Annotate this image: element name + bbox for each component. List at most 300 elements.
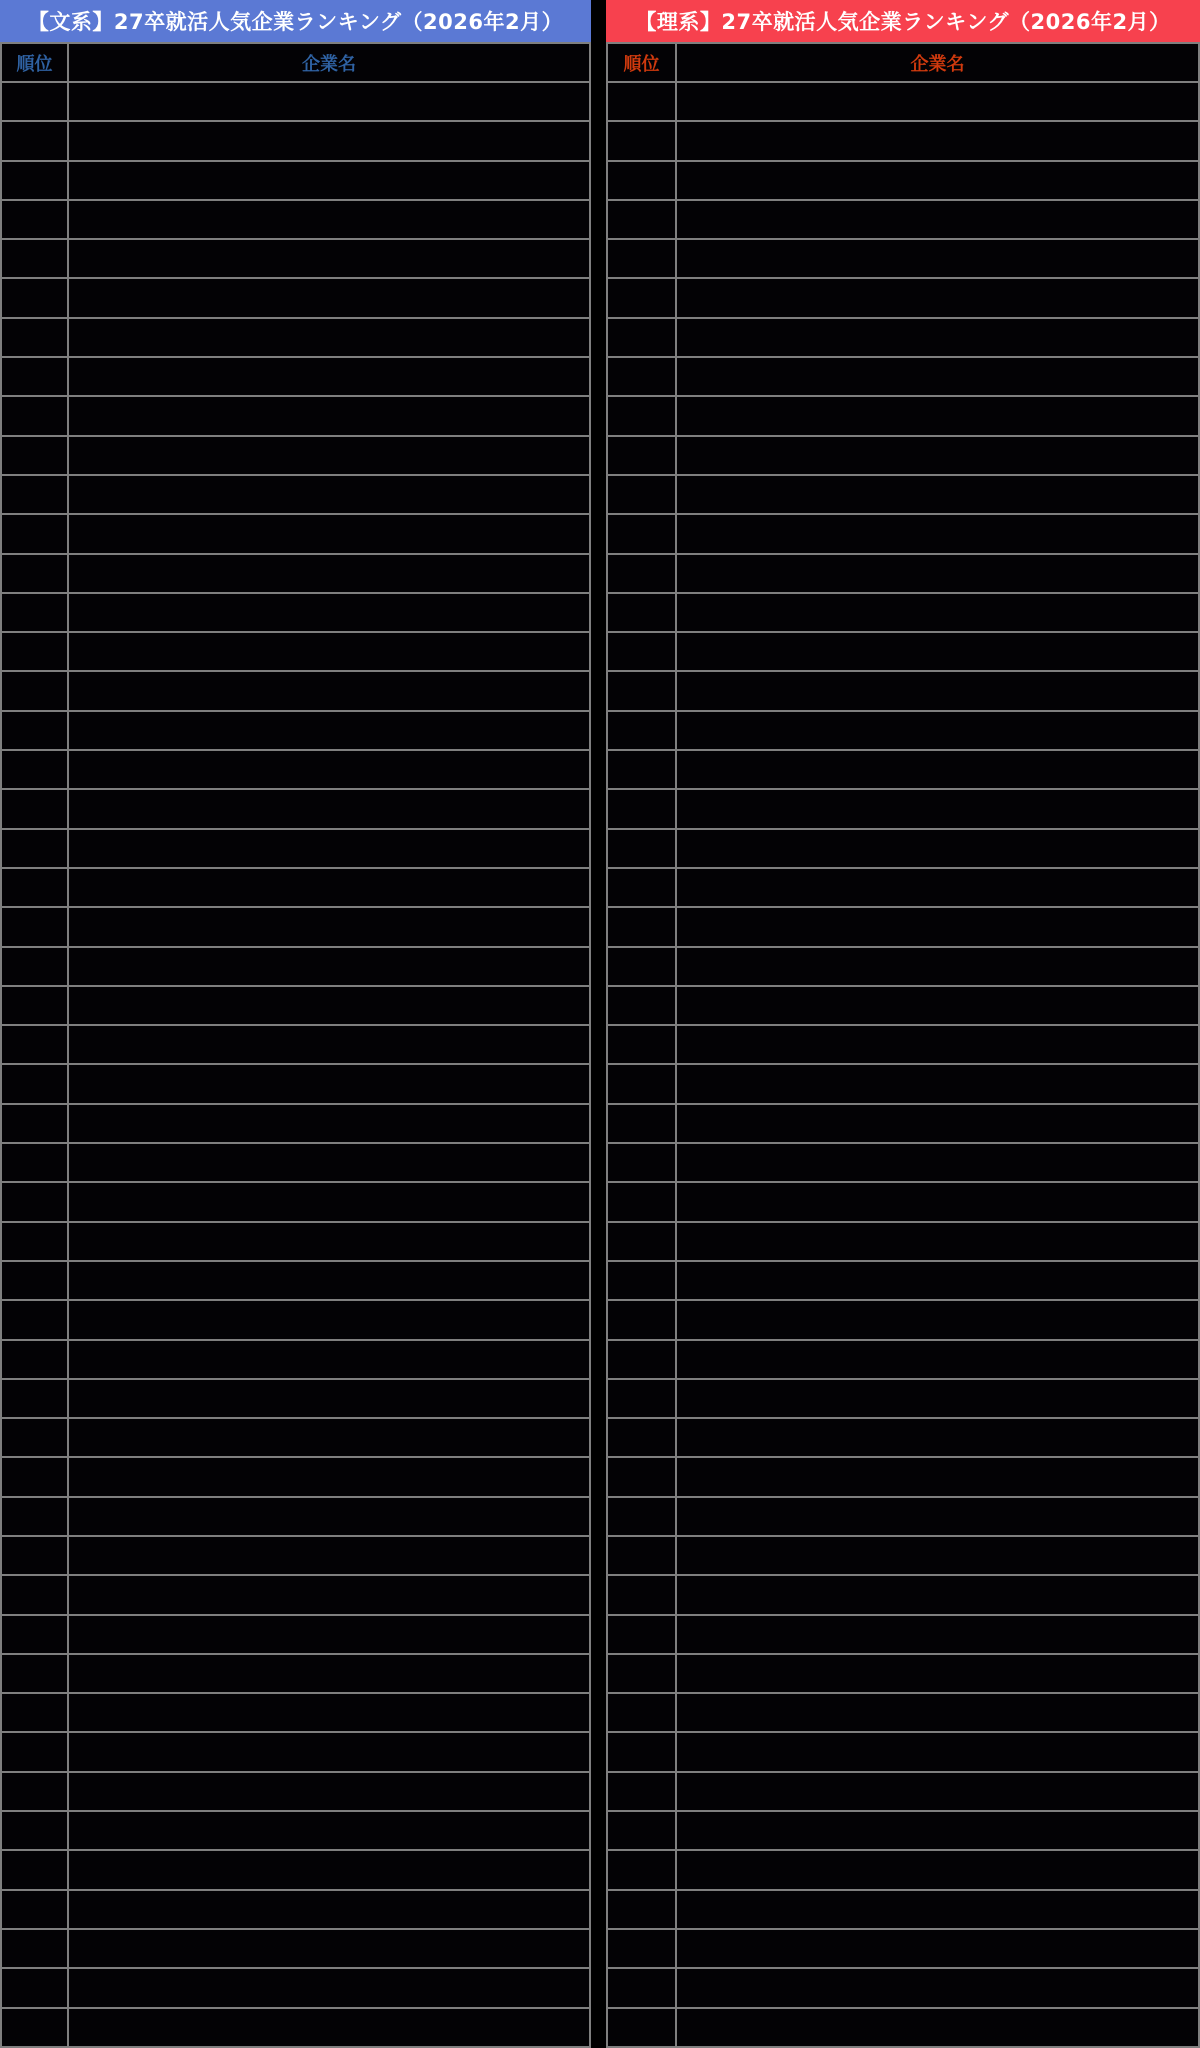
table-row <box>607 789 1199 828</box>
table-row <box>1 514 590 553</box>
company-cell <box>676 1850 1199 1889</box>
table-row <box>607 1811 1199 1850</box>
company-cell <box>676 1536 1199 1575</box>
table-row <box>607 1340 1199 1379</box>
table-row <box>607 1772 1199 1811</box>
rank-cell <box>607 1575 676 1614</box>
rank-cell <box>607 2008 676 2047</box>
table-row <box>607 986 1199 1025</box>
header-row <box>1 43 590 82</box>
rank-cell <box>1 1457 68 1496</box>
company-cell <box>68 1536 590 1575</box>
rank-cell <box>607 750 676 789</box>
rank-cell <box>1 868 68 907</box>
table-row <box>607 1497 1199 1536</box>
rank-cell <box>1 1693 68 1732</box>
table-row <box>607 1182 1199 1221</box>
rank-cell <box>607 868 676 907</box>
company-cell <box>676 671 1199 710</box>
company-cell <box>676 1497 1199 1536</box>
rank-cell <box>607 1772 676 1811</box>
rank-cell <box>1 1929 68 1968</box>
table-row <box>607 907 1199 946</box>
table-row <box>607 2008 1199 2047</box>
rank-cell <box>1 1025 68 1064</box>
table-row <box>607 318 1199 357</box>
humanities-ranking-table <box>0 0 591 2048</box>
company-cell <box>676 1340 1199 1379</box>
rank-cell <box>607 82 676 121</box>
company-cell <box>676 2008 1199 2047</box>
table-row <box>607 554 1199 593</box>
company-cell <box>68 1143 590 1182</box>
company-cell <box>68 1615 590 1654</box>
table-row <box>1 1182 590 1221</box>
company-cell <box>68 1772 590 1811</box>
company-cell <box>676 1457 1199 1496</box>
table-row <box>607 1536 1199 1575</box>
rank-cell <box>1 1379 68 1418</box>
table-row <box>607 711 1199 750</box>
rank-cell <box>607 318 676 357</box>
company-column-header: 企業名 <box>68 43 590 82</box>
rank-cell <box>607 1340 676 1379</box>
table-row <box>1 475 590 514</box>
rank-cell <box>607 1025 676 1064</box>
rank-cell <box>1 318 68 357</box>
company-cell <box>68 357 590 396</box>
company-cell <box>676 789 1199 828</box>
rank-cell <box>1 161 68 200</box>
company-cell <box>68 1497 590 1536</box>
rank-cell <box>607 1890 676 1929</box>
table-row <box>607 593 1199 632</box>
rank-cell <box>607 1968 676 2007</box>
rank-cell <box>1 1222 68 1261</box>
table-row <box>607 671 1199 710</box>
company-column-header: 企業名 <box>676 43 1199 82</box>
table-row <box>607 1418 1199 1457</box>
company-cell <box>68 1222 590 1261</box>
company-cell <box>68 829 590 868</box>
table-row <box>607 947 1199 986</box>
rank-cell <box>607 986 676 1025</box>
rank-cell <box>607 829 676 868</box>
company-cell <box>676 947 1199 986</box>
rank-cell <box>607 121 676 160</box>
science-ranking-grid <box>606 42 1200 2048</box>
rank-cell <box>1 1890 68 1929</box>
science-ranking-title: 【理系】27卒就活人気企業ランキング（2026年2月） <box>606 0 1200 42</box>
rank-cell <box>1 1104 68 1143</box>
table-row <box>607 1850 1199 1889</box>
company-cell <box>676 1772 1199 1811</box>
table-row <box>607 1575 1199 1614</box>
company-cell <box>68 278 590 317</box>
rank-cell <box>1 947 68 986</box>
table-row <box>1 436 590 475</box>
rank-cell <box>607 1615 676 1654</box>
company-cell <box>676 82 1199 121</box>
rank-cell <box>1 750 68 789</box>
table-row <box>1 789 590 828</box>
company-cell <box>68 1575 590 1614</box>
table-row <box>607 1104 1199 1143</box>
rank-cell <box>607 671 676 710</box>
rank-cell <box>607 1811 676 1850</box>
rank-cell <box>1 1575 68 1614</box>
table-row <box>1 632 590 671</box>
company-cell <box>676 1379 1199 1418</box>
table-row <box>607 750 1199 789</box>
company-cell <box>68 1104 590 1143</box>
rank-cell <box>1 200 68 239</box>
table-row <box>1 1732 590 1771</box>
company-cell <box>676 1929 1199 1968</box>
table-row <box>607 1064 1199 1103</box>
table-row <box>607 1890 1199 1929</box>
company-cell <box>68 789 590 828</box>
company-cell <box>68 1850 590 1889</box>
company-cell <box>676 436 1199 475</box>
rank-cell <box>1 1261 68 1300</box>
rank-cell <box>607 789 676 828</box>
rank-cell <box>1 82 68 121</box>
company-cell <box>68 947 590 986</box>
rank-cell <box>1 436 68 475</box>
table-row <box>607 239 1199 278</box>
rank-cell <box>607 1379 676 1418</box>
rank-cell <box>607 278 676 317</box>
company-cell <box>676 396 1199 435</box>
table-row <box>607 1615 1199 1654</box>
company-cell <box>68 1064 590 1103</box>
rank-cell <box>1 278 68 317</box>
rank-column-header: 順位 <box>607 43 676 82</box>
rank-cell <box>607 396 676 435</box>
table-row <box>607 829 1199 868</box>
company-cell <box>676 1025 1199 1064</box>
company-cell <box>68 1025 590 1064</box>
company-cell <box>676 161 1199 200</box>
table-row <box>1 711 590 750</box>
table-row <box>607 1143 1199 1182</box>
company-cell <box>68 82 590 121</box>
table-row <box>1 1497 590 1536</box>
company-cell <box>676 1654 1199 1693</box>
table-row <box>1 278 590 317</box>
company-cell <box>676 1418 1199 1457</box>
company-cell <box>68 986 590 1025</box>
table-row <box>1 396 590 435</box>
table-row <box>607 868 1199 907</box>
rank-cell <box>1 475 68 514</box>
company-cell <box>676 1693 1199 1732</box>
table-row <box>1 1261 590 1300</box>
rank-cell <box>1 1182 68 1221</box>
table-row <box>607 1732 1199 1771</box>
company-cell <box>676 593 1199 632</box>
rank-cell <box>1 789 68 828</box>
table-row <box>607 1222 1199 1261</box>
table-row <box>1 1418 590 1457</box>
company-cell <box>68 671 590 710</box>
rank-cell <box>1 1143 68 1182</box>
table-row <box>1 986 590 1025</box>
rank-cell <box>607 1064 676 1103</box>
rank-cell <box>1 907 68 946</box>
table-row <box>1 1890 590 1929</box>
table-row <box>1 907 590 946</box>
company-cell <box>676 1890 1199 1929</box>
company-cell <box>68 161 590 200</box>
company-cell <box>68 475 590 514</box>
table-row <box>1 1929 590 1968</box>
company-cell <box>676 1261 1199 1300</box>
company-cell <box>68 554 590 593</box>
company-cell <box>676 1143 1199 1182</box>
table-row <box>1 750 590 789</box>
rank-cell <box>1 396 68 435</box>
table-row <box>1 121 590 160</box>
rank-cell <box>1 239 68 278</box>
table-row <box>1 1104 590 1143</box>
rank-cell <box>1 632 68 671</box>
rank-column-header: 順位 <box>1 43 68 82</box>
table-row <box>607 1261 1199 1300</box>
company-cell <box>676 1300 1199 1339</box>
table-row <box>1 239 590 278</box>
company-cell <box>68 632 590 671</box>
rank-cell <box>607 907 676 946</box>
company-cell <box>676 318 1199 357</box>
rank-cell <box>607 1497 676 1536</box>
table-row <box>607 475 1199 514</box>
rank-cell <box>607 1732 676 1771</box>
rank-cell <box>1 1811 68 1850</box>
table-row <box>1 1654 590 1693</box>
company-cell <box>676 1064 1199 1103</box>
company-cell <box>676 986 1199 1025</box>
company-cell <box>676 1615 1199 1654</box>
table-row <box>1 1379 590 1418</box>
company-cell <box>68 514 590 553</box>
company-cell <box>676 750 1199 789</box>
table-row <box>1 1457 590 1496</box>
rank-cell <box>1 1850 68 1889</box>
rank-cell <box>607 239 676 278</box>
science-ranking-table <box>606 0 1200 2048</box>
rank-cell <box>1 2008 68 2047</box>
table-row <box>607 200 1199 239</box>
rank-cell <box>607 632 676 671</box>
company-cell <box>68 1968 590 2007</box>
table-row <box>607 1654 1199 1693</box>
table-row <box>607 1693 1199 1732</box>
humanities-ranking-body <box>1 82 590 2047</box>
table-row <box>1 1615 590 1654</box>
rank-cell <box>607 947 676 986</box>
rank-cell <box>607 1929 676 1968</box>
table-row <box>1 947 590 986</box>
rank-cell <box>1 1615 68 1654</box>
table-row <box>1 1300 590 1339</box>
company-cell <box>68 396 590 435</box>
rank-cell <box>1 121 68 160</box>
rank-cell <box>1 1340 68 1379</box>
table-row <box>1 829 590 868</box>
table-row <box>607 1025 1199 1064</box>
rank-cell <box>1 514 68 553</box>
table-row <box>607 514 1199 553</box>
rank-cell <box>1 711 68 750</box>
table-row <box>1 1143 590 1182</box>
company-cell <box>676 907 1199 946</box>
table-row <box>1 82 590 121</box>
table-row <box>1 554 590 593</box>
rank-cell <box>607 1536 676 1575</box>
company-cell <box>68 1811 590 1850</box>
rank-cell <box>607 200 676 239</box>
rank-cell <box>1 829 68 868</box>
table-row <box>607 1457 1199 1496</box>
rank-cell <box>607 436 676 475</box>
table-row <box>1 2008 590 2047</box>
table-row <box>1 318 590 357</box>
company-cell <box>676 1732 1199 1771</box>
table-row <box>1 1340 590 1379</box>
rank-cell <box>607 514 676 553</box>
company-cell <box>68 1654 590 1693</box>
company-cell <box>676 278 1199 317</box>
rank-cell <box>1 1732 68 1771</box>
rank-cell <box>607 1850 676 1889</box>
company-cell <box>68 436 590 475</box>
company-cell <box>68 2008 590 2047</box>
company-cell <box>676 868 1199 907</box>
company-cell <box>68 1732 590 1771</box>
rank-cell <box>1 986 68 1025</box>
rank-cell <box>607 1654 676 1693</box>
rank-cell <box>1 1654 68 1693</box>
rank-cell <box>607 554 676 593</box>
rank-cell <box>607 357 676 396</box>
company-cell <box>68 1182 590 1221</box>
company-cell <box>676 1575 1199 1614</box>
company-cell <box>676 1182 1199 1221</box>
company-cell <box>68 239 590 278</box>
company-cell <box>676 711 1199 750</box>
table-row <box>1 357 590 396</box>
table-row <box>607 1379 1199 1418</box>
table-row <box>1 161 590 200</box>
science-ranking-body <box>607 82 1199 2047</box>
table-row <box>607 82 1199 121</box>
company-cell <box>68 711 590 750</box>
company-cell <box>68 200 590 239</box>
company-cell <box>68 593 590 632</box>
table-row <box>1 1222 590 1261</box>
table-row <box>607 632 1199 671</box>
table-row <box>607 1929 1199 1968</box>
company-cell <box>676 1968 1199 2007</box>
rank-cell <box>1 554 68 593</box>
table-row <box>607 161 1199 200</box>
rank-cell <box>1 671 68 710</box>
company-cell <box>676 1811 1199 1850</box>
company-cell <box>676 829 1199 868</box>
company-cell <box>68 1300 590 1339</box>
rank-cell <box>607 1457 676 1496</box>
company-cell <box>68 750 590 789</box>
table-row <box>1 1772 590 1811</box>
table-row <box>1 1536 590 1575</box>
rank-cell <box>1 1064 68 1103</box>
company-cell <box>68 868 590 907</box>
rank-cell <box>607 1693 676 1732</box>
table-row <box>607 396 1199 435</box>
rank-cell <box>607 1418 676 1457</box>
company-cell <box>676 475 1199 514</box>
company-cell <box>68 1457 590 1496</box>
rank-cell <box>1 1772 68 1811</box>
company-cell <box>676 1222 1199 1261</box>
company-cell <box>676 514 1199 553</box>
table-row <box>1 1575 590 1614</box>
company-cell <box>676 121 1199 160</box>
company-cell <box>676 200 1199 239</box>
company-cell <box>68 1261 590 1300</box>
table-row <box>1 593 590 632</box>
header-row <box>607 43 1199 82</box>
company-cell <box>676 357 1199 396</box>
rank-cell <box>1 1300 68 1339</box>
table-row <box>607 436 1199 475</box>
table-row <box>607 1300 1199 1339</box>
table-row <box>1 1811 590 1850</box>
company-cell <box>68 1929 590 1968</box>
rank-cell <box>607 1182 676 1221</box>
company-cell <box>68 1379 590 1418</box>
table-row <box>607 357 1199 396</box>
rank-cell <box>607 475 676 514</box>
rank-cell <box>607 161 676 200</box>
company-cell <box>676 554 1199 593</box>
table-row <box>1 1064 590 1103</box>
table-row <box>1 1850 590 1889</box>
table-row <box>1 200 590 239</box>
table-row <box>607 1968 1199 2007</box>
table-row <box>607 278 1199 317</box>
rank-cell <box>1 1968 68 2007</box>
company-cell <box>68 1890 590 1929</box>
rank-cell <box>1 593 68 632</box>
rank-cell <box>607 1222 676 1261</box>
table-row <box>1 1968 590 2007</box>
humanities-ranking-grid <box>0 42 591 2048</box>
rank-cell <box>607 1261 676 1300</box>
company-cell <box>68 1340 590 1379</box>
company-cell <box>676 1104 1199 1143</box>
table-row <box>607 121 1199 160</box>
table-row <box>1 1693 590 1732</box>
humanities-ranking-title: 【文系】27卒就活人気企業ランキング（2026年2月） <box>0 0 591 42</box>
rank-cell <box>607 1300 676 1339</box>
rank-cell <box>607 593 676 632</box>
company-cell <box>676 632 1199 671</box>
company-cell <box>676 239 1199 278</box>
rank-cell <box>607 1104 676 1143</box>
